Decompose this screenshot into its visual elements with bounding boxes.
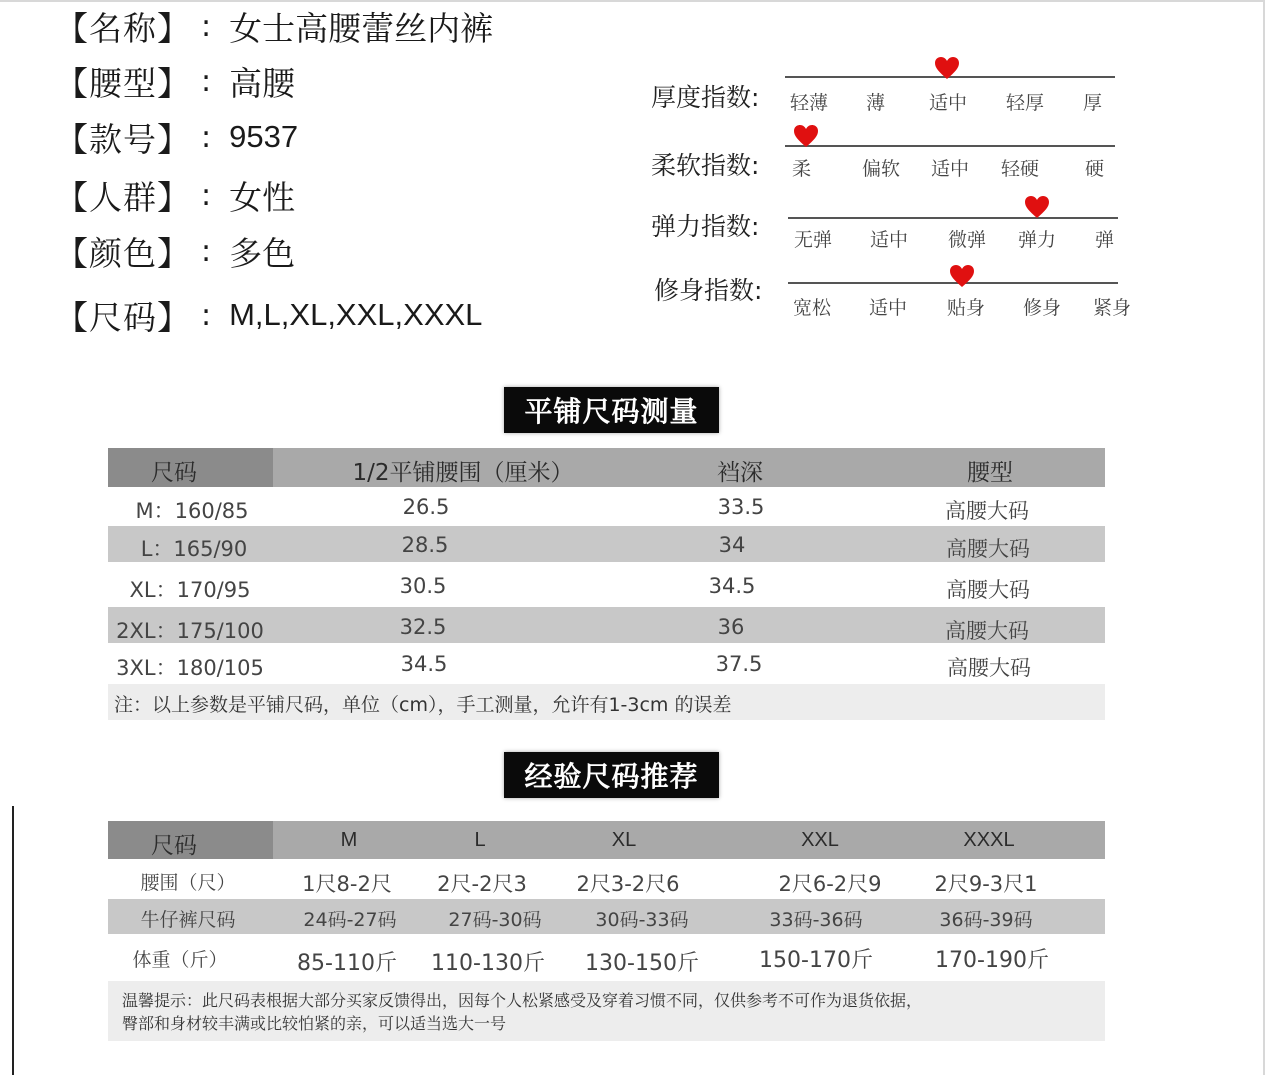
heart-marker-icon: [934, 56, 960, 80]
scale-label: 适中: [870, 229, 909, 251]
cell-waist-type: 高腰大码: [945, 499, 1029, 523]
cell-label: 腰围（尺）: [140, 872, 236, 894]
table-header: [108, 821, 1105, 859]
info-key: 【尺码】: [55, 297, 191, 337]
heart-shape: [950, 265, 974, 287]
heart-marker-icon: [949, 264, 975, 288]
cell-size: M：160/85: [135, 499, 249, 523]
scale-label: 无弹: [794, 229, 833, 251]
tip-line: 臀部和身材较丰满或比较怕紧的亲，可以适当选大一号: [122, 1014, 507, 1033]
cell-label: 体重（斤）: [132, 949, 228, 971]
heart-shape: [935, 57, 959, 79]
cell-xxl: 2尺6-2尺9: [778, 872, 882, 896]
heart-marker-icon: [1024, 195, 1050, 219]
cell-waist: 28.5: [401, 533, 449, 557]
cell-waist: 34.5: [400, 652, 448, 676]
elasticity-scale-line: [788, 217, 1118, 219]
info-row-name: [55, 2, 493, 50]
info-value: 多色: [229, 233, 296, 273]
softness-scale-line: [785, 145, 1115, 147]
cell-l: 110-130斤: [431, 951, 545, 976]
heart-marker-icon: [793, 124, 819, 148]
header-waist-type: 腰型: [967, 460, 1013, 486]
header-waist: 1/2平铺腰围（厘米）: [352, 460, 574, 486]
info-colon: :: [201, 63, 212, 99]
header-size: 尺码: [151, 833, 197, 859]
cell-xxxl: 2尺9-3尺1: [934, 872, 1038, 896]
heart-shape: [1025, 196, 1049, 218]
heart-shape: [794, 125, 818, 147]
scale-label: 贴身: [947, 297, 986, 319]
cell-rise: 34.5: [708, 574, 756, 598]
left-edge-line: [12, 806, 14, 1075]
scale-label: 适中: [929, 92, 968, 114]
info-value: 女士高腰蕾丝内裤: [229, 8, 494, 48]
thickness-index-label: 厚度指数:: [651, 83, 760, 112]
cell-waist: 26.5: [402, 495, 450, 519]
cell-l: 2尺-2尺3: [437, 872, 527, 896]
scale-label: 轻硬: [1001, 158, 1040, 180]
info-key: 【名称】: [55, 8, 191, 48]
recommend-table: [108, 821, 1105, 1041]
header-rise: 裆深: [717, 460, 763, 486]
scale-label: 微弹: [948, 229, 987, 251]
header-xxl: XXL: [801, 829, 839, 851]
cell-waist: 32.5: [399, 615, 447, 639]
info-row-style-no: [55, 113, 298, 161]
info-row-color: [55, 227, 295, 275]
flat-measure-table: [108, 448, 1105, 720]
cell-rise: 36: [717, 615, 745, 639]
cell-xxl: 150-170斤: [759, 948, 873, 973]
header-size: 尺码: [151, 460, 197, 486]
scale-label: 硬: [1085, 158, 1105, 180]
scale-label: 轻薄: [790, 92, 829, 114]
scale-label: 弹力: [1018, 229, 1057, 251]
fit-index-label: 修身指数:: [654, 276, 763, 305]
cell-xxxl: 36码-39码: [939, 909, 1033, 931]
info-key: 【颜色】: [55, 233, 191, 273]
header-xl: XL: [611, 829, 637, 851]
info-value: 9537: [229, 119, 299, 154]
info-colon: :: [201, 8, 212, 44]
tip-line: 温馨提示：此尺码表根据大部分买家反馈得出，因每个人松紧感受及穿着习惯不同，仅供参考不可作为退货依据，: [122, 991, 923, 1010]
scale-label: 宽松: [793, 297, 832, 319]
scale-label: 轻厚: [1006, 92, 1045, 114]
cell-xl: 30码-33码: [595, 909, 689, 931]
cell-m: 85-110斤: [297, 951, 397, 976]
scale-label: 紧身: [1093, 297, 1132, 319]
cell-rise: 34: [718, 533, 746, 557]
scale-label: 适中: [869, 297, 908, 319]
cell-rise: 33.5: [717, 495, 765, 519]
cell-m: 24码-27码: [303, 909, 397, 931]
info-value: 女性: [229, 177, 296, 217]
cell-m: 1尺8-2尺: [302, 872, 392, 896]
info-colon: :: [201, 119, 212, 155]
cell-waist-type: 高腰大码: [947, 656, 1031, 680]
cell-waist-type: 高腰大码: [945, 619, 1029, 643]
tip-box: [108, 981, 1105, 1041]
flat-measure-title: 平铺尺码测量: [504, 387, 719, 433]
header-m: M: [340, 829, 358, 851]
table-header: [108, 448, 1105, 487]
elasticity-index-label: 弹力指数:: [651, 212, 760, 241]
cell-xxxl: 170-190斤: [935, 948, 1049, 973]
cell-xl: 2尺3-2尺6: [576, 872, 680, 896]
header-xxxl: XXXL: [963, 829, 1015, 851]
cell-size: L：165/90: [140, 537, 248, 561]
softness-index-label: 柔软指数:: [651, 151, 760, 180]
cell-size: 2XL：175/100: [116, 619, 264, 643]
scale-label: 修身: [1023, 297, 1062, 319]
cell-xxl: 33码-36码: [769, 909, 863, 931]
info-row-size: [55, 291, 482, 339]
info-colon: :: [201, 297, 212, 333]
cell-waist-type: 高腰大码: [946, 578, 1030, 602]
info-value: 高腰: [229, 63, 296, 103]
info-key: 【人群】: [55, 177, 191, 217]
note-text: 注：以上参数是平铺尺码，单位（cm），手工测量，允许有1-3cm 的误差: [114, 694, 732, 716]
cell-label: 牛仔裤尺码: [140, 909, 236, 931]
scale-label: 薄: [866, 92, 886, 114]
cell-size: XL：170/95: [129, 578, 251, 602]
measure-note: [108, 684, 1105, 720]
recommend-title: 经验尺码推荐: [504, 752, 719, 798]
cell-rise: 37.5: [715, 652, 763, 676]
cell-size: 3XL：180/105: [116, 656, 264, 680]
info-value: M,L,XL,XXL,XXXL: [229, 297, 483, 332]
info-row-audience: [55, 171, 295, 219]
scale-label: 厚: [1083, 92, 1103, 114]
cell-xl: 130-150斤: [585, 951, 699, 976]
cell-waist: 30.5: [399, 574, 447, 598]
scale-label: 柔: [792, 158, 812, 180]
scale-label: 偏软: [862, 158, 901, 180]
info-colon: :: [201, 233, 212, 269]
header-l: L: [474, 829, 486, 851]
info-colon: :: [201, 177, 212, 213]
cell-waist-type: 高腰大码: [946, 537, 1030, 561]
info-key: 【款号】: [55, 119, 191, 159]
info-key: 【腰型】: [55, 63, 191, 103]
info-row-waist: [55, 57, 295, 105]
scale-label: 适中: [931, 158, 970, 180]
scale-label: 弹: [1095, 229, 1115, 251]
cell-l: 27码-30码: [448, 909, 542, 931]
